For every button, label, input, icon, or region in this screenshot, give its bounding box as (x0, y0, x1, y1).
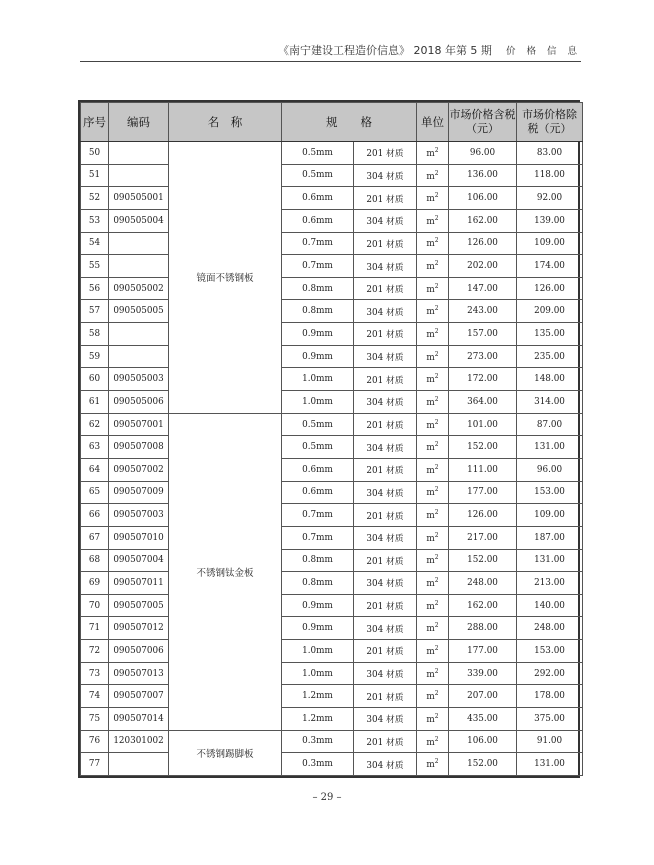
table-row (81, 300, 583, 323)
price-table-frame (78, 100, 580, 778)
unit-base: m (426, 284, 435, 295)
cell-code: 090507009 (109, 481, 169, 504)
cell-price-excl: 248.00 (517, 617, 583, 640)
cell-seq: 71 (81, 617, 109, 640)
cell-unit (417, 549, 449, 572)
cell-seq: 50 (81, 142, 109, 165)
cell-price-excl: 126.00 (517, 277, 583, 300)
cell-material: 304 材质 (354, 572, 417, 595)
cell-thickness: 0.8mm (282, 277, 354, 300)
cell-seq: 69 (81, 572, 109, 595)
table-body (81, 142, 583, 776)
table-row (81, 164, 583, 187)
unit-base: m (426, 420, 435, 431)
cell-price-excl: 213.00 (517, 572, 583, 595)
cell-price-incl: 243.00 (449, 300, 517, 323)
cell-thickness: 0.9mm (282, 617, 354, 640)
cell-thickness: 0.5mm (282, 142, 354, 165)
unit-base: m (426, 307, 435, 318)
unit-exponent: 2 (434, 282, 439, 290)
unit-base: m (426, 669, 435, 680)
cell-price-incl: 177.00 (449, 640, 517, 663)
cell-unit (417, 617, 449, 640)
cell-unit (417, 458, 449, 481)
unit-exponent: 2 (434, 758, 439, 766)
cell-code: 090505004 (109, 209, 169, 232)
cell-seq: 51 (81, 164, 109, 187)
unit-exponent: 2 (434, 644, 439, 652)
cell-price-incl: 339.00 (449, 662, 517, 685)
cell-code: 090505005 (109, 300, 169, 323)
cell-code (109, 323, 169, 346)
cell-price-excl: 375.00 (517, 708, 583, 731)
cell-price-incl: 101.00 (449, 413, 517, 436)
cell-thickness: 0.8mm (282, 300, 354, 323)
price-table (80, 102, 583, 776)
cell-name: 镜面不锈钢板 (169, 142, 282, 414)
cell-unit (417, 436, 449, 459)
cell-thickness: 0.9mm (282, 323, 354, 346)
cell-material: 304 材质 (354, 209, 417, 232)
cell-price-incl: 162.00 (449, 209, 517, 232)
cell-code (109, 255, 169, 278)
cell-code (109, 345, 169, 368)
table-row (81, 594, 583, 617)
table-row (81, 458, 583, 481)
unit-exponent: 2 (434, 735, 439, 743)
cell-unit (417, 391, 449, 414)
cell-material: 201 材质 (354, 323, 417, 346)
cell-material: 304 材质 (354, 345, 417, 368)
cell-price-incl: 435.00 (449, 708, 517, 731)
cell-code: 090507007 (109, 685, 169, 708)
cell-thickness: 1.2mm (282, 685, 354, 708)
cell-material: 304 材质 (354, 662, 417, 685)
cell-seq: 55 (81, 255, 109, 278)
header-rule (80, 61, 581, 62)
page-number: – 29 – (312, 792, 342, 803)
cell-price-excl: 131.00 (517, 753, 583, 776)
cell-unit (417, 368, 449, 391)
unit-exponent: 2 (434, 690, 439, 698)
cell-code: 090507011 (109, 572, 169, 595)
unit-base: m (426, 465, 435, 476)
table-row (81, 526, 583, 549)
running-header (80, 42, 581, 58)
cell-price-excl: 131.00 (517, 549, 583, 572)
unit-exponent: 2 (434, 146, 439, 154)
cell-unit (417, 345, 449, 368)
unit-base: m (426, 601, 435, 612)
unit-base: m (426, 171, 435, 182)
cell-material: 304 材质 (354, 526, 417, 549)
cell-price-excl: 178.00 (517, 685, 583, 708)
unit-base: m (426, 397, 435, 408)
cell-name: 不锈钢钛金板 (169, 413, 282, 730)
table-row (81, 481, 583, 504)
cell-material: 304 材质 (354, 617, 417, 640)
cell-material: 304 材质 (354, 164, 417, 187)
cell-price-excl: 153.00 (517, 481, 583, 504)
cell-price-incl: 126.00 (449, 504, 517, 527)
unit-base: m (426, 760, 435, 771)
unit-base: m (426, 194, 435, 205)
cell-thickness: 1.0mm (282, 368, 354, 391)
cell-seq: 57 (81, 300, 109, 323)
unit-base: m (426, 556, 435, 567)
cell-code (109, 232, 169, 255)
cell-unit (417, 300, 449, 323)
unit-exponent: 2 (434, 418, 439, 426)
cell-price-incl: 111.00 (449, 458, 517, 481)
cell-material: 304 材质 (354, 481, 417, 504)
cell-price-excl: 135.00 (517, 323, 583, 346)
publication-title: 《南宁建设工程造价信息》 2018 年第 5 期 (277, 44, 492, 57)
section-title: 价 格 信 息 (505, 46, 581, 57)
cell-code: 090507001 (109, 413, 169, 436)
cell-code: 090507010 (109, 526, 169, 549)
cell-price-excl: 92.00 (517, 187, 583, 210)
cell-code: 090507014 (109, 708, 169, 731)
cell-code: 090505003 (109, 368, 169, 391)
cell-material: 304 材质 (354, 255, 417, 278)
cell-unit (417, 232, 449, 255)
unit-exponent: 2 (434, 509, 439, 517)
unit-base: m (426, 216, 435, 227)
cell-unit (417, 753, 449, 776)
cell-seq: 67 (81, 526, 109, 549)
unit-exponent: 2 (434, 214, 439, 222)
cell-price-excl: 96.00 (517, 458, 583, 481)
cell-price-excl: 187.00 (517, 526, 583, 549)
cell-code: 090505001 (109, 187, 169, 210)
unit-exponent: 2 (434, 531, 439, 539)
cell-price-incl: 147.00 (449, 277, 517, 300)
unit-base: m (426, 443, 435, 454)
cell-unit (417, 708, 449, 731)
cell-seq: 76 (81, 730, 109, 753)
cell-price-incl: 152.00 (449, 436, 517, 459)
cell-unit (417, 323, 449, 346)
cell-price-incl: 162.00 (449, 594, 517, 617)
cell-unit (417, 572, 449, 595)
unit-exponent: 2 (434, 463, 439, 471)
unit-exponent: 2 (434, 260, 439, 268)
cell-material: 201 材质 (354, 458, 417, 481)
cell-material: 201 材质 (354, 549, 417, 572)
cell-seq: 68 (81, 549, 109, 572)
col-header-price-excl: 市场价格除税（元） (517, 103, 583, 142)
cell-code (109, 753, 169, 776)
cell-code: 090507005 (109, 594, 169, 617)
table-row (81, 187, 583, 210)
cell-material: 201 材质 (354, 504, 417, 527)
table-row (81, 345, 583, 368)
cell-seq: 65 (81, 481, 109, 504)
cell-price-excl: 153.00 (517, 640, 583, 663)
unit-exponent: 2 (434, 667, 439, 675)
unit-exponent: 2 (434, 554, 439, 562)
cell-price-excl: 235.00 (517, 345, 583, 368)
table-row (81, 730, 583, 753)
cell-code: 090507003 (109, 504, 169, 527)
cell-price-incl: 364.00 (449, 391, 517, 414)
cell-thickness: 0.8mm (282, 572, 354, 595)
cell-seq: 62 (81, 413, 109, 436)
cell-price-incl: 217.00 (449, 526, 517, 549)
cell-price-incl: 202.00 (449, 255, 517, 278)
cell-material: 304 材质 (354, 436, 417, 459)
cell-unit (417, 730, 449, 753)
unit-base: m (426, 148, 435, 159)
table-row (81, 504, 583, 527)
table-row (81, 368, 583, 391)
cell-thickness: 0.7mm (282, 232, 354, 255)
unit-exponent: 2 (434, 577, 439, 585)
cell-unit (417, 504, 449, 527)
unit-exponent: 2 (434, 712, 439, 720)
unit-base: m (426, 352, 435, 363)
cell-code: 090507013 (109, 662, 169, 685)
table-row (81, 142, 583, 165)
unit-exponent: 2 (434, 350, 439, 358)
cell-code (109, 142, 169, 165)
cell-price-incl: 273.00 (449, 345, 517, 368)
cell-seq: 72 (81, 640, 109, 663)
cell-material: 304 材质 (354, 300, 417, 323)
unit-base: m (426, 375, 435, 386)
cell-unit (417, 209, 449, 232)
cell-thickness: 1.0mm (282, 640, 354, 663)
unit-base: m (426, 533, 435, 544)
cell-price-incl: 106.00 (449, 187, 517, 210)
cell-material: 201 材质 (354, 685, 417, 708)
cell-thickness: 0.5mm (282, 413, 354, 436)
cell-thickness: 0.3mm (282, 753, 354, 776)
col-header-spec: 规 格 (282, 103, 417, 142)
cell-code: 090507004 (109, 549, 169, 572)
cell-thickness: 0.6mm (282, 481, 354, 504)
cell-price-excl: 91.00 (517, 730, 583, 753)
cell-thickness: 0.7mm (282, 255, 354, 278)
col-header-unit: 单位 (417, 103, 449, 142)
cell-price-incl: 288.00 (449, 617, 517, 640)
cell-code: 090505006 (109, 391, 169, 414)
cell-seq: 60 (81, 368, 109, 391)
table-row (81, 640, 583, 663)
cell-thickness: 0.6mm (282, 187, 354, 210)
table-row (81, 685, 583, 708)
table-row (81, 436, 583, 459)
cell-thickness: 0.5mm (282, 436, 354, 459)
unit-base: m (426, 261, 435, 272)
cell-seq: 61 (81, 391, 109, 414)
cell-material: 304 材质 (354, 708, 417, 731)
cell-material: 304 材质 (354, 753, 417, 776)
cell-material: 201 材质 (354, 640, 417, 663)
cell-price-incl: 152.00 (449, 753, 517, 776)
cell-seq: 66 (81, 504, 109, 527)
cell-price-excl: 209.00 (517, 300, 583, 323)
table-row (81, 232, 583, 255)
unit-base: m (426, 646, 435, 657)
cell-unit (417, 685, 449, 708)
cell-unit (417, 640, 449, 663)
cell-seq: 74 (81, 685, 109, 708)
cell-thickness: 0.6mm (282, 458, 354, 481)
cell-price-incl: 96.00 (449, 142, 517, 165)
cell-seq: 64 (81, 458, 109, 481)
cell-code: 090507008 (109, 436, 169, 459)
cell-seq: 77 (81, 753, 109, 776)
cell-price-excl: 140.00 (517, 594, 583, 617)
cell-material: 304 材质 (354, 391, 417, 414)
cell-code: 090507002 (109, 458, 169, 481)
unit-exponent: 2 (434, 305, 439, 313)
table-row (81, 662, 583, 685)
unit-base: m (426, 329, 435, 340)
cell-price-excl: 83.00 (517, 142, 583, 165)
cell-thickness: 0.7mm (282, 504, 354, 527)
unit-base: m (426, 624, 435, 635)
table-row (81, 413, 583, 436)
unit-base: m (426, 488, 435, 499)
cell-code (109, 164, 169, 187)
cell-thickness: 1.2mm (282, 708, 354, 731)
cell-material: 201 材质 (354, 232, 417, 255)
cell-seq: 63 (81, 436, 109, 459)
cell-price-incl: 177.00 (449, 481, 517, 504)
unit-exponent: 2 (434, 192, 439, 200)
cell-unit (417, 164, 449, 187)
unit-base: m (426, 714, 435, 725)
cell-price-incl: 106.00 (449, 730, 517, 753)
table-row (81, 277, 583, 300)
cell-price-excl: 292.00 (517, 662, 583, 685)
table-row (81, 549, 583, 572)
cell-price-excl: 109.00 (517, 232, 583, 255)
unit-exponent: 2 (434, 237, 439, 245)
unit-exponent: 2 (434, 169, 439, 177)
cell-seq: 75 (81, 708, 109, 731)
cell-thickness: 0.9mm (282, 345, 354, 368)
cell-price-excl: 174.00 (517, 255, 583, 278)
cell-unit (417, 277, 449, 300)
cell-material: 201 材质 (354, 730, 417, 753)
cell-code: 090507012 (109, 617, 169, 640)
col-header-seq: 序号 (81, 103, 109, 142)
unit-exponent: 2 (434, 395, 439, 403)
cell-price-incl: 136.00 (449, 164, 517, 187)
cell-thickness: 0.3mm (282, 730, 354, 753)
unit-base: m (426, 737, 435, 748)
cell-price-excl: 109.00 (517, 504, 583, 527)
unit-base: m (426, 578, 435, 589)
cell-seq: 56 (81, 277, 109, 300)
table-row (81, 209, 583, 232)
cell-price-excl: 148.00 (517, 368, 583, 391)
unit-exponent: 2 (434, 599, 439, 607)
cell-thickness: 1.0mm (282, 662, 354, 685)
cell-code: 090505002 (109, 277, 169, 300)
cell-name: 不锈钢踢脚板 (169, 730, 282, 775)
cell-price-excl: 87.00 (517, 413, 583, 436)
cell-price-incl: 152.00 (449, 549, 517, 572)
cell-unit (417, 594, 449, 617)
cell-material: 201 材质 (354, 187, 417, 210)
table-header-row (81, 103, 583, 142)
unit-exponent: 2 (434, 327, 439, 335)
cell-price-incl: 126.00 (449, 232, 517, 255)
cell-price-incl: 157.00 (449, 323, 517, 346)
cell-seq: 58 (81, 323, 109, 346)
cell-material: 201 材质 (354, 368, 417, 391)
cell-unit (417, 481, 449, 504)
cell-code: 090507006 (109, 640, 169, 663)
col-header-name: 名 称 (169, 103, 282, 142)
col-header-code: 编码 (109, 103, 169, 142)
cell-unit (417, 526, 449, 549)
cell-unit (417, 255, 449, 278)
cell-material: 201 材质 (354, 277, 417, 300)
cell-thickness: 0.5mm (282, 164, 354, 187)
table-row (81, 391, 583, 414)
cell-price-incl: 248.00 (449, 572, 517, 595)
cell-material: 201 材质 (354, 594, 417, 617)
cell-price-excl: 131.00 (517, 436, 583, 459)
table-row (81, 708, 583, 731)
cell-code: 120301002 (109, 730, 169, 753)
cell-unit (417, 662, 449, 685)
cell-thickness: 0.9mm (282, 594, 354, 617)
cell-seq: 54 (81, 232, 109, 255)
table-row (81, 572, 583, 595)
cell-price-incl: 207.00 (449, 685, 517, 708)
cell-price-excl: 314.00 (517, 391, 583, 414)
cell-thickness: 0.7mm (282, 526, 354, 549)
cell-seq: 59 (81, 345, 109, 368)
table-row (81, 753, 583, 776)
cell-seq: 73 (81, 662, 109, 685)
unit-base: m (426, 692, 435, 703)
cell-price-excl: 118.00 (517, 164, 583, 187)
unit-exponent: 2 (434, 486, 439, 494)
cell-price-incl: 172.00 (449, 368, 517, 391)
col-header-price-incl: 市场价格含税（元） (449, 103, 517, 142)
cell-unit (417, 413, 449, 436)
cell-price-excl: 139.00 (517, 209, 583, 232)
table-row (81, 255, 583, 278)
cell-seq: 70 (81, 594, 109, 617)
unit-exponent: 2 (434, 622, 439, 630)
cell-material: 201 材质 (354, 142, 417, 165)
cell-unit (417, 187, 449, 210)
cell-seq: 53 (81, 209, 109, 232)
unit-base: m (426, 511, 435, 522)
cell-thickness: 0.6mm (282, 209, 354, 232)
table-row (81, 323, 583, 346)
table-row (81, 617, 583, 640)
cell-material: 201 材质 (354, 413, 417, 436)
cell-thickness: 1.0mm (282, 391, 354, 414)
unit-base: m (426, 239, 435, 250)
cell-seq: 52 (81, 187, 109, 210)
cell-thickness: 0.8mm (282, 549, 354, 572)
unit-exponent: 2 (434, 441, 439, 449)
cell-unit (417, 142, 449, 165)
unit-exponent: 2 (434, 373, 439, 381)
